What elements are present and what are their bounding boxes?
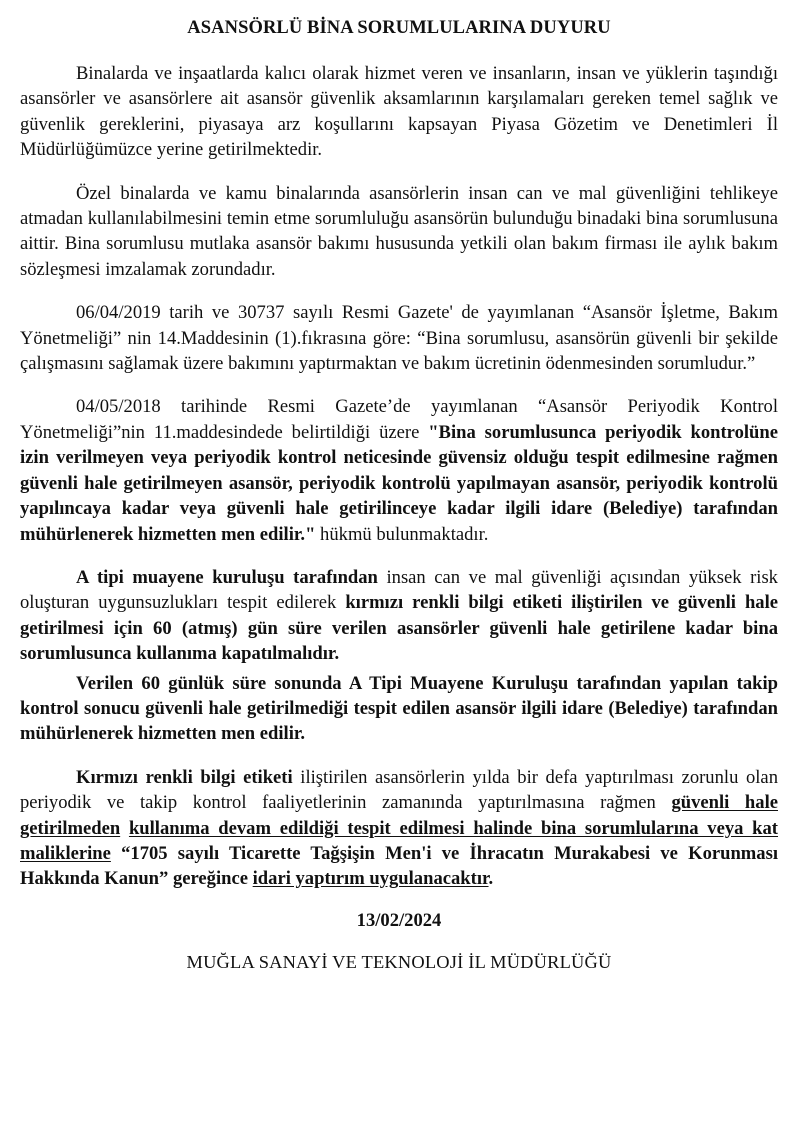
- paragraph-5: [20, 565, 778, 667]
- document-date: 13/02/2024: [356, 909, 442, 931]
- paragraph-6-text: Verilen 60 günlük süre sonunda A Tipi Muayene Kuruluşu tarafından yapılan takip kontrol sonucu güvenli hale getirilmediği tespit edilen asansör ilgili idare (Belediye) tarafından mühürlenerek hizmetten men edilir.: [20, 672, 778, 745]
- paragraph-4: [20, 394, 778, 546]
- paragraph-5-lead: A tipi muayene kuruluşu tarafından: [76, 566, 378, 588]
- paragraph-3: 06/04/2019 tarih ve 30737 sayılı Resmi Gazete' de yayımlanan “Asansör İşletme, Bakım Yönetmeliği” nin 14.Maddesinin (1).fıkrasına göre: “Bina sorumlusu, asansörün güvenli bir şekilde çalışmasını sağlamak üzere bakımını yaptırmaktan ve bakım ücretinin ödenmesinden sorumludur.”: [20, 302, 778, 375]
- paragraph-1: Binalarda ve inşaatlarda kalıcı olarak hizmet veren ve insanların, insan ve yüklerin taşındığı asansörler ve asansörlere ait asansör güvenlik aksamlarının karşılamaları gereken temel sağlık ve güvenlik gereklerini, piyasaya arz koşullarını kapsayan Piyasa Gözetim ve Denetimleri İl Müdürlüğümüzce yerine getirilmektedir.: [20, 63, 778, 161]
- paragraph-4-intro: 04/05/2018 tarihinde Resmi Gazete’de yayımlanan “Asansör Periyodik Kontrol Yönetmeliği”nin 11.maddesindede belirtildiği üzere: [20, 396, 778, 443]
- paragraph-7-underlined-1: güvenli hale getirilmeden: [20, 792, 778, 839]
- paragraph-7-lead: Kırmızı renkli bilgi etiketi: [76, 766, 293, 788]
- document-title: ASANSÖRLÜ BİNA SORUMLULARINA DUYURU: [187, 18, 611, 38]
- paragraph-7-law: “1705 sayılı Ticarette Tağşişin Men'i ve İhracatın Murakabesi ve Korunması Hakkında Kanun” gereğince: [20, 842, 778, 890]
- issuing-authority: MUĞLA SANAYİ VE TEKNOLOJİ İL MÜDÜRLÜĞÜ: [186, 951, 612, 972]
- paragraph-7: [20, 765, 778, 892]
- paragraph-7-space: [120, 818, 129, 839]
- paragraph-4-quote: "Bina sorumlusunca periyodik kontrolüne izin verilmeyen veya periyodik kontrol neticesinde güvensiz olduğu tespit edilmesine rağmen güvenli hale getirilmeyen asansör, periyodik kontrolü yapılmayan asansör, periyodik kontrolü yapılıncaya kadar veya güvenli hale getirilinceye kadar ilgili idare (Belediye) tarafından mühürlenerek hizmetten men edilir.": [20, 421, 778, 545]
- paragraph-5-emphasis: kırmızı renkli bilgi etiketi iliştirilen ve güvenli hale getirilmesi için 60 (atmış) gün süre verilen asansörler güvenli hale getirilene kadar bina sorumlusunca kullanıma kapatılmalıdır.: [20, 592, 778, 665]
- paragraph-5-body: insan can ve mal güvenliği açısından yüksek risk oluşturan uygunsuzlukları tespit edilerek: [20, 566, 778, 614]
- paragraph-2: Özel binalarda ve kamu binalarında asansörlerin insan can ve mal güvenliğini tehlikeye atmadan kullanılabilmesini temin etme sorumluluğu asansörün bulunduğu binadaki bina sorumlusuna aittir. Bina sorumlusu mutlaka asansör bakımı hususunda yetkili olan bakım firması ile aylık bakım sözleşmesi imzalamak zorundadır.: [20, 182, 778, 280]
- paragraph-7-body: iliştirilen asansörlerin yılda bir defa yaptırılması zorunlu olan periyodik ve takip kontrol faaliyetlerinin zamanında yaptırılmasına rağmen: [20, 766, 778, 814]
- paragraph-7-underlined-3: idari yaptırım uygulanacaktır: [252, 868, 489, 890]
- paragraph-4-end: hükmü bulunmaktadır.: [315, 523, 489, 545]
- paragraph-7-underlined-2: kullanıma devam edildiği tespit edilmesi halinde bina sorumlularına veya kat maliklerine: [20, 817, 779, 864]
- paragraph-6: [20, 671, 778, 747]
- paragraph-7-period: .: [488, 868, 494, 890]
